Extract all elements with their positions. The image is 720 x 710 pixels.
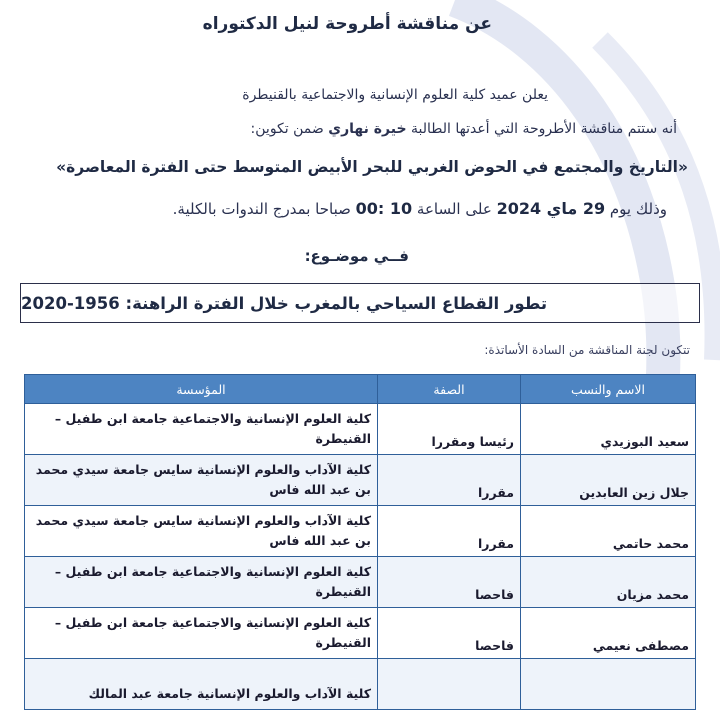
table-row [25, 659, 696, 710]
member-name: محمد مزيان [521, 557, 696, 608]
student-name: خيرة نهاري [328, 121, 407, 137]
table-header-row [25, 375, 696, 404]
student-line-prefix: أنه ستتم مناقشة الأطروحة التي أعدتها الطالبة [411, 121, 677, 137]
table-row [25, 608, 696, 659]
defense-date: 29 ماي 2024 [496, 199, 606, 218]
column-header-name: الاسم والنسب [521, 375, 696, 404]
student-line [251, 121, 677, 137]
date-prefix: وذلك يوم [609, 200, 667, 218]
member-role: رئيسا ومقررا [378, 404, 521, 455]
member-name: سعيد البوزيدي [521, 404, 696, 455]
member-institution: كلية العلوم الإنسانية والاجتماعية جامعة ابن طفيل – القنيطرة [25, 557, 378, 608]
table-row [25, 455, 696, 506]
table-row [25, 557, 696, 608]
member-role: فاحصا [378, 557, 521, 608]
member-institution: كلية العلوم الإنسانية والاجتماعية جامعة ابن طفيل – القنيطرة [25, 608, 378, 659]
member-institution: كلية الآداب والعلوم الإنسانية سايس جامعة سيدي محمد بن عبد الله فاس [25, 455, 378, 506]
subject-label: فــي موضـوع: [304, 247, 409, 265]
table-row [25, 506, 696, 557]
member-institution: كلية العلوم الإنسانية والاجتماعية جامعة ابن طفيل – القنيطرة [25, 404, 378, 455]
member-role [378, 659, 521, 710]
member-name: جلال زين العابدين [521, 455, 696, 506]
venue-text: صباحا بمدرج الندوات بالكلية. [172, 200, 351, 218]
member-role: مقررا [378, 506, 521, 557]
program-title: «التاريخ والمجتمع في الحوض الغربي للبحر الأبيض المتوسط حتى الفترة المعاصرة» [56, 158, 688, 176]
defense-time: 10 :00 [355, 199, 413, 218]
thesis-subject-box [20, 283, 700, 323]
committee-table [24, 374, 696, 710]
dean-announcement-line: يعلن عميد كلية العلوم الإنسانية والاجتماعية بالقنيطرة [242, 87, 548, 103]
member-name: مصطفى نعيمي [521, 608, 696, 659]
committee-intro: تتكون لجنة المناقشة من السادة الأساتذة: [484, 343, 690, 357]
member-role: فاحصا [378, 608, 521, 659]
member-role: مقررا [378, 455, 521, 506]
member-name: محمد حاتمي [521, 506, 696, 557]
column-header-role: الصفة [378, 375, 521, 404]
date-line [173, 199, 667, 218]
announcement-title: عن مناقشة أطروحة لنيل الدكتوراه [202, 14, 492, 34]
member-name [521, 659, 696, 710]
member-institution: كلية الآداب والعلوم الإنسانية سايس جامعة سيدي محمد بن عبد الله فاس [25, 506, 378, 557]
thesis-subject-title: تطور القطاع السياحي بالمغرب خلال الفترة الراهنة: 1956-2020 [21, 293, 548, 313]
time-prefix: على الساعة [416, 200, 492, 218]
member-institution: كلية الآداب والعلوم الإنسانية جامعة عبد المالك [25, 659, 378, 710]
student-line-suffix: ضمن تكوين: [250, 121, 324, 137]
table-row [25, 404, 696, 455]
column-header-institution: المؤسسة [25, 375, 378, 404]
